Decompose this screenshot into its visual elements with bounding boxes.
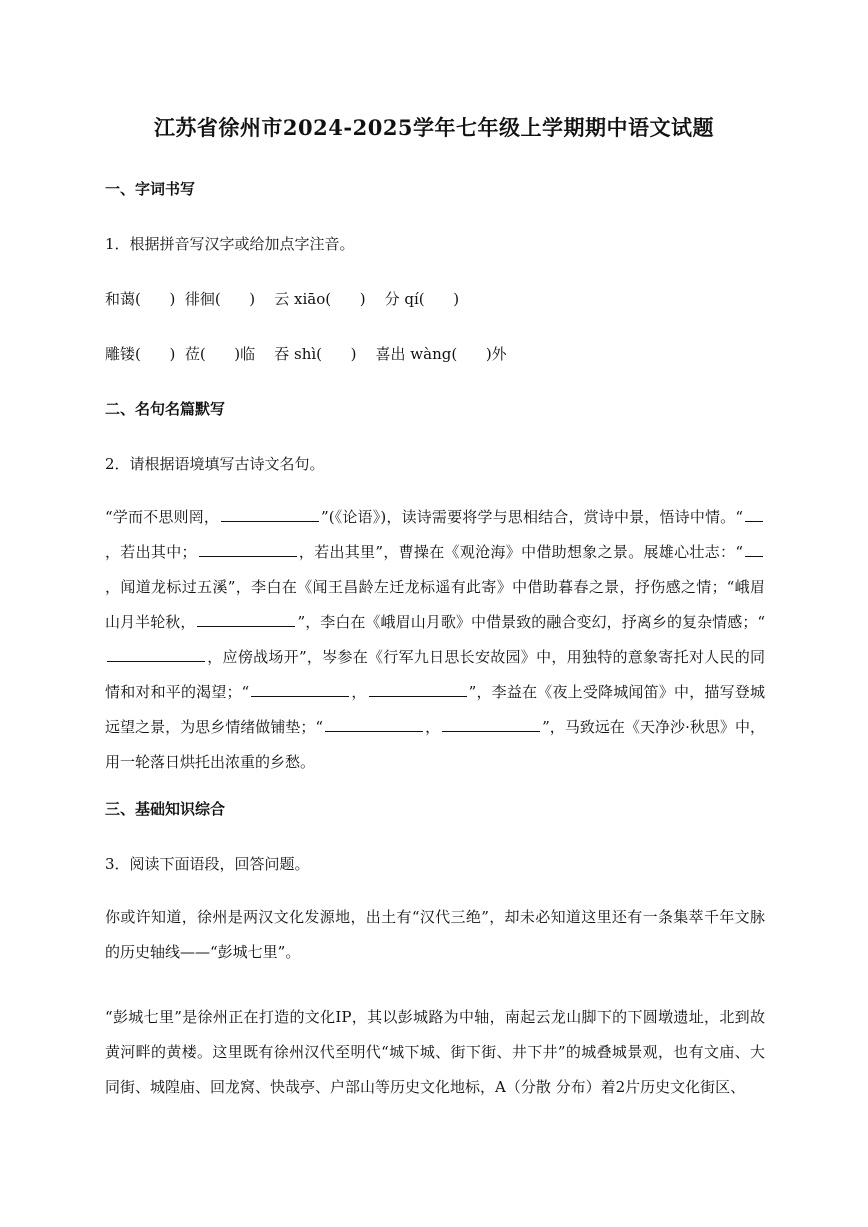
answer-blank[interactable] bbox=[325, 717, 423, 732]
question-1-prompt: 1．根据拼音写汉字或给加点字注音。 bbox=[105, 235, 355, 253]
answer-blank[interactable] bbox=[221, 507, 319, 522]
passage-text: ”，李益在《夜上受降城闻笛》中，描写登城远望之景，为思乡情绪做铺垫；“ bbox=[105, 683, 765, 736]
passage-text: ，若出其中； bbox=[105, 543, 197, 561]
question-3-paragraph-2: “彭城七里”是徐州正在打造的文化IP，其以彭城路为中轴，南起云龙山脚下的下圆墩遗址，北到故黄河畔的黄楼。这里既有徐州汉代至明代“城下城、街下街、井下井”的城叠城景观，也有文庙、大同街、城隍庙、回龙窝、快哉亭、户部山等历史文化地标，A（分散 分布）着2片历史文化街区、 bbox=[105, 1008, 765, 1096]
passage-text: ”(《论语》)，读诗需要将学与思相结合，赏诗中景，悟诗中情。“ bbox=[321, 508, 743, 526]
answer-blank[interactable] bbox=[745, 542, 763, 557]
answer-blank[interactable] bbox=[442, 717, 540, 732]
question-3-paragraph-1: 你或许知道，徐州是两汉文化发源地，出土有“汉代三绝”，却未必知道这里还有一条集萃千年文脉的历史轴线——“彭城七里”。 bbox=[105, 908, 765, 961]
answer-blank[interactable] bbox=[745, 507, 763, 522]
passage-text: ，闻道龙标过五溪”，李白在《闻王昌龄左迁龙标遥有此寄》中借助暮春之景，抒伤感之情；“峨眉山月半轮秋， bbox=[105, 578, 765, 631]
answer-blank[interactable] bbox=[199, 542, 297, 557]
section-heading-3: 三、基础知识综合 bbox=[105, 800, 226, 818]
section-heading-2: 二、名句名篇默写 bbox=[105, 400, 226, 418]
answer-blank[interactable] bbox=[251, 682, 349, 697]
question-2-passage bbox=[105, 500, 765, 780]
passage-text: ，应傍战场开”，岑参在《行军九日思长安故园》中，用独特的意象寄托对人民的同情和对和平的渴望；“ bbox=[105, 648, 765, 701]
answer-blank[interactable] bbox=[197, 612, 295, 627]
question-3-prompt: 3．阅读下面语段，回答问题。 bbox=[105, 855, 310, 873]
passage-text: “学而不思则罔， bbox=[105, 508, 220, 526]
passage-text: ， bbox=[351, 683, 367, 701]
passage-text: ， bbox=[425, 718, 441, 736]
section-heading-1: 一、字词书写 bbox=[105, 180, 196, 198]
passage-text: ”，马致远在《天净沙·秋思》中，用一轮落日烘托出浓重的乡愁。 bbox=[105, 718, 765, 771]
page-title: 江苏省徐州市2024-2025学年七年级上学期期中语文试题 bbox=[153, 115, 715, 140]
answer-blank[interactable] bbox=[369, 682, 467, 697]
question-2-prompt: 2．请根据语境填写古诗文名句。 bbox=[105, 455, 325, 473]
question-1-line-2: 雕镂( ) 莅( )临 吞 shì( ) 喜出 wàng( )外 bbox=[105, 345, 507, 363]
question-1-line-1: 和蔼( ) 徘徊( ) 云 xiāo( ) 分 qí( ) bbox=[105, 290, 460, 308]
passage-text: ，若出其里”，曹操在《观沧海》中借助想象之景。展雄心壮志：“ bbox=[298, 543, 743, 561]
passage-text: ”，李白在《峨眉山月歌》中借景致的融合变幻，抒离乡的复杂情感；“ bbox=[297, 613, 765, 631]
answer-blank[interactable] bbox=[107, 647, 205, 662]
